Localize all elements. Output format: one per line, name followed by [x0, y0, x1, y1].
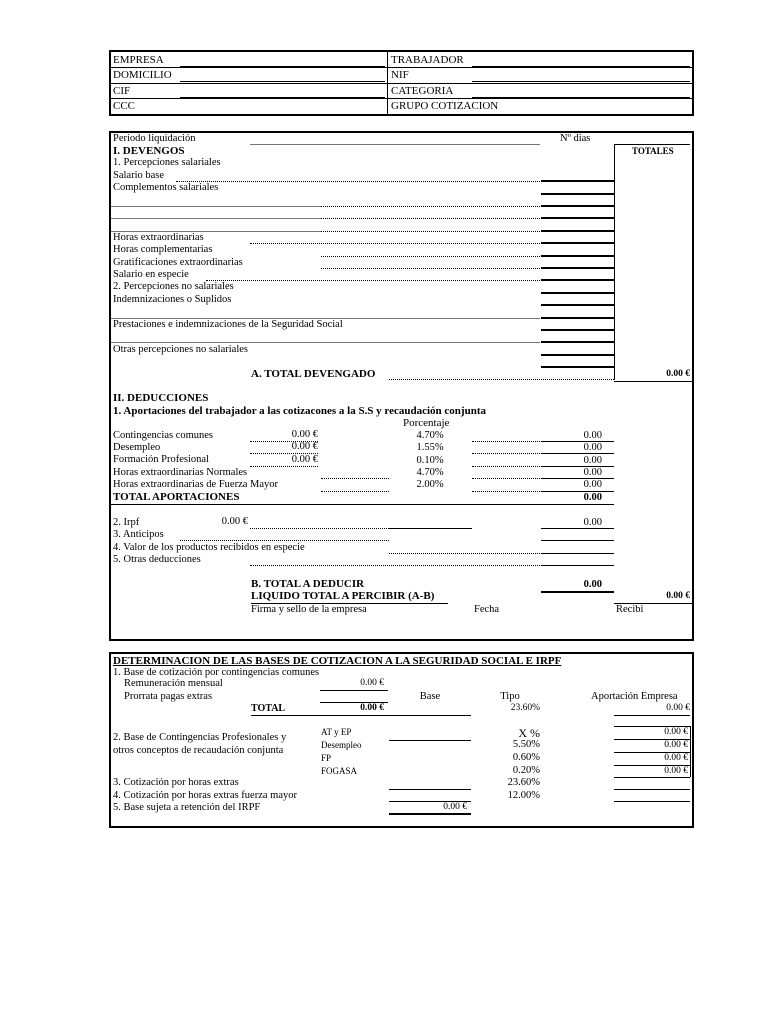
- totales-header: TOTALES: [632, 146, 674, 156]
- amount-field[interactable]: [541, 304, 614, 306]
- total-aportaciones-label: TOTAL APORTACIONES: [113, 491, 240, 503]
- bases-total-aport: 0.00 €: [666, 703, 690, 713]
- col-aport-header: Aportación Empresa: [591, 691, 678, 702]
- horas-extra-label: Horas extraordinarias: [113, 232, 204, 243]
- amount-field[interactable]: [541, 366, 614, 368]
- aportaciones-subtitle: 1. Aportaciones del trabajador a las cotizacones a la S.S y recaudación conjunta: [113, 405, 486, 417]
- gratificaciones-label: Gratificaciones extraordinarias: [113, 257, 243, 268]
- categoria-field[interactable]: [472, 97, 690, 98]
- horas-fuerza-label: 4. Cotización por horas extras fuerza mayor: [113, 790, 297, 801]
- categoria-label: CATEGORIA: [391, 85, 454, 97]
- ded-row-label: Horas extraordinarias Normales: [113, 467, 248, 478]
- irpf-label: 2. Irpf: [113, 517, 140, 528]
- otras-percepciones-label: Otras percepciones no salariales: [113, 344, 248, 355]
- irpf-base: 0.00 €: [221, 516, 248, 527]
- totales-divider: [614, 145, 615, 380]
- ded-row-label: Horas extraordinarias de Fuerza Mayor: [113, 479, 279, 490]
- devengos-title: I. DEVENGOS: [113, 145, 185, 157]
- salario-base-label: Salario base: [113, 170, 165, 181]
- total-aportaciones-value: 0.00: [583, 492, 602, 503]
- prof-row-aport: 0.00 €: [664, 740, 688, 750]
- amount-field[interactable]: [541, 205, 614, 207]
- prof-row-tipo: 0.60%: [512, 752, 540, 763]
- ded-row-pct: 4.70%: [416, 430, 444, 441]
- prof-base-field[interactable]: [389, 740, 471, 741]
- domicilio-field[interactable]: [180, 81, 385, 82]
- liquido-value: 0.00 €: [666, 591, 690, 601]
- cif-label: CIF: [113, 85, 131, 97]
- bases-total-label: TOTAL: [251, 703, 286, 714]
- domicilio-label: DOMICILIO: [113, 69, 172, 81]
- firma-label: Firma y sello de la empresa: [251, 604, 367, 615]
- liquido-label: LIQUIDO TOTAL A PERCIBIR (A-B): [251, 590, 435, 602]
- bases-title: DETERMINACION DE LAS BASES DE COTIZACION A LA SEGURIDAD SOCIAL E IRPF: [113, 655, 562, 667]
- periodo-label: Periodo liquidación: [113, 133, 196, 144]
- remuneracion-value: 0.00 €: [360, 678, 384, 688]
- amount-field[interactable]: [541, 180, 614, 182]
- total-deducir-value: 0.00: [583, 579, 602, 590]
- total-devengado-value: 0.00 €: [666, 369, 690, 379]
- ded-row-value: 0.00: [583, 430, 602, 441]
- base-prof-label-2: otros conceptos de recaudación conjunta: [113, 745, 284, 756]
- ded-row-label: Formación Profesional: [113, 454, 209, 465]
- porcentaje-header: Porcentaje: [403, 417, 450, 429]
- horas-fuerza-tipo: 12.00%: [507, 790, 540, 801]
- amount-field[interactable]: [541, 354, 614, 356]
- dias-field[interactable]: [614, 144, 690, 145]
- amount-field[interactable]: [541, 267, 614, 269]
- base-prof-label: 2. Base de Contingencias Profesionales y: [113, 732, 287, 743]
- horas-compl-label: Horas complementarias: [113, 244, 213, 255]
- prof-row-label: FP: [321, 753, 332, 763]
- ded-row-label: Desempleo: [113, 442, 161, 453]
- prof-row-aport: 0.00 €: [664, 766, 688, 776]
- bases-total-tipo: 23.60%: [510, 703, 540, 713]
- indemnizaciones-label: Indemnizaciones o Suplidos: [113, 294, 232, 305]
- nif-field[interactable]: [472, 81, 690, 82]
- total-deducir-label: B. TOTAL A DEDUCIR: [251, 578, 365, 590]
- prof-row-tipo: 5.50%: [512, 739, 540, 750]
- periodo-field[interactable]: [250, 144, 540, 145]
- ded-row-value: 0.00: [583, 442, 602, 453]
- prof-row-aport: 0.00 €: [664, 753, 688, 763]
- ded-row-label: Contingencias comunes: [113, 430, 214, 441]
- trabajador-field[interactable]: [472, 66, 690, 67]
- ccc-label: CCC: [113, 100, 136, 112]
- ded-row-base: 0.00 €: [291, 441, 318, 452]
- bases-total-value: 0.00 €: [360, 703, 384, 713]
- otras-deducciones-label: 5. Otras deducciones: [113, 554, 201, 565]
- irpf-base-value: 0.00 €: [443, 802, 467, 812]
- percepciones-salariales-label: 1. Percepciones salariales: [113, 157, 221, 168]
- prof-row-label: Desempleo: [321, 740, 362, 750]
- salario-especie-label: Salario en especie: [113, 269, 189, 280]
- horas-extras-tipo: 23.60%: [507, 777, 540, 788]
- irpf-value: 0.00: [583, 517, 602, 528]
- fecha-label: Fecha: [474, 604, 500, 615]
- amount-field[interactable]: [541, 230, 614, 232]
- deducciones-title: II. DEDUCCIONES: [113, 392, 209, 404]
- anticipos-label: 3. Anticipos: [113, 529, 164, 540]
- ded-row-pct: 2.00%: [416, 479, 444, 490]
- ded-row-value: 0.00: [583, 467, 602, 478]
- ded-row-value: 0.00: [583, 455, 602, 466]
- ded-row-pct: 4.70%: [416, 467, 444, 478]
- ded-row-pct: 1.55%: [416, 442, 444, 453]
- amount-field[interactable]: [541, 255, 614, 257]
- empresa-label: EMPRESA: [113, 54, 164, 66]
- nif-label: NIF: [391, 69, 409, 81]
- amount-field[interactable]: [541, 279, 614, 281]
- total-devengado-label: A. TOTAL DEVENGADO: [251, 368, 376, 380]
- dias-label: Nº dias: [560, 133, 591, 144]
- ded-row-pct: 0.10%: [416, 455, 444, 466]
- amount-field[interactable]: [541, 317, 614, 319]
- irpf-base-label: 5. Base sujeta a retención del IRPF: [113, 802, 261, 813]
- base-comunes-label: 1. Base de cotización por contingencias comunes: [113, 667, 320, 678]
- remuneracion-label: Remuneración mensual: [124, 678, 223, 689]
- recibi-label: Recibi: [616, 604, 644, 615]
- ded-row-value: 0.00: [583, 479, 602, 490]
- complementos-label: Complementos salariales: [113, 182, 219, 193]
- col-base-header: Base: [419, 691, 441, 702]
- prof-row-tipo: 0.20%: [512, 765, 540, 776]
- amount-field[interactable]: [541, 329, 614, 331]
- prof-row-aport: 0.00 €: [664, 727, 688, 737]
- prestaciones-label: Prestaciones e indemnizaciones de la Seguridad Social: [113, 319, 343, 330]
- cif-field[interactable]: [180, 97, 385, 98]
- prof-row-label: AT y EP: [321, 727, 352, 737]
- amount-field[interactable]: [541, 193, 614, 195]
- grupo-cotizacion-label: GRUPO COTIZACION: [391, 100, 499, 112]
- percepciones-no-sal-label: 2. Percepciones no salariales: [113, 281, 234, 292]
- ded-row-base: 0.00 €: [291, 454, 318, 465]
- amount-field[interactable]: [541, 292, 614, 294]
- prorrata-label: Prorrata pagas extras: [124, 691, 213, 702]
- trabajador-label: TRABAJADOR: [391, 54, 464, 66]
- prof-row-tipo: X %: [518, 726, 540, 740]
- amount-field[interactable]: [541, 217, 614, 219]
- amount-field[interactable]: [541, 341, 614, 343]
- empresa-field[interactable]: [180, 66, 385, 67]
- amount-field[interactable]: [541, 242, 614, 244]
- ded-row-base: 0.00 €: [291, 429, 318, 440]
- col-tipo-header: Tipo: [500, 691, 520, 702]
- prof-row-label: FOGASA: [321, 766, 358, 776]
- valor-productos-label: 4. Valor de los productos recibidos en especie: [113, 542, 305, 553]
- horas-extras-label: 3. Cotización por horas extras: [113, 777, 239, 788]
